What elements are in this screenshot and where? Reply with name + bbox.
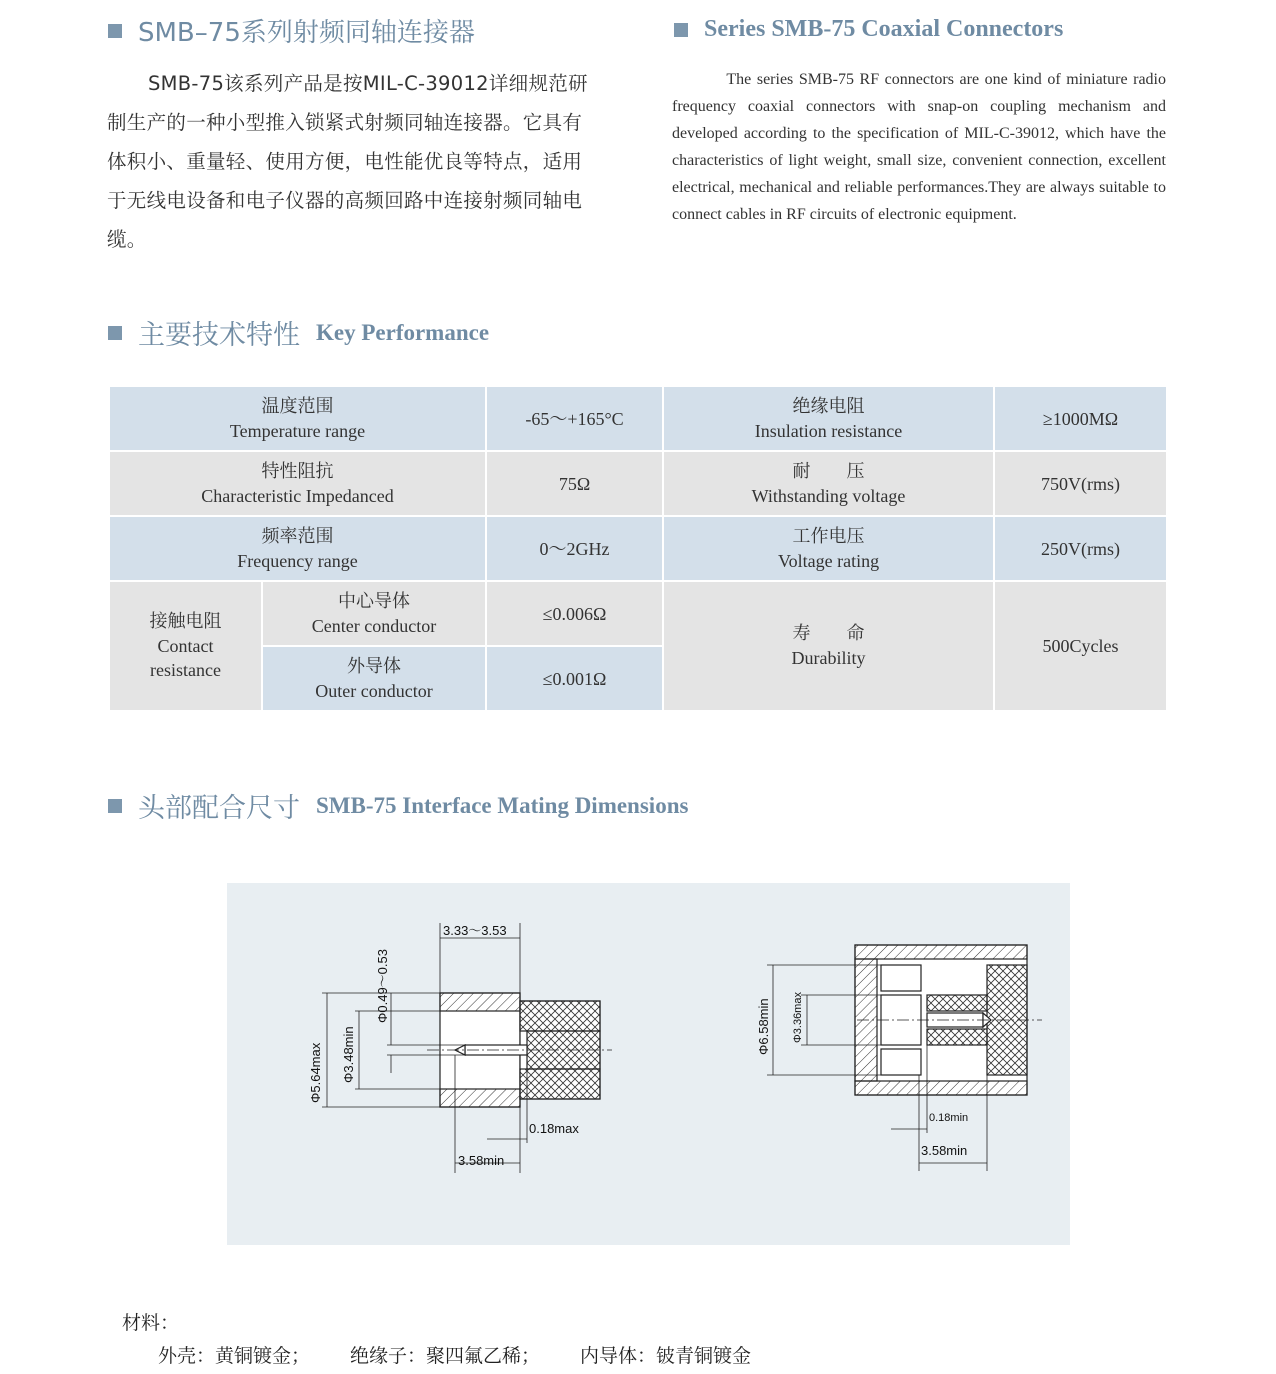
materials-label: 材料： — [122, 1312, 180, 1334]
dim-gap: 0.18max — [529, 1121, 579, 1136]
square-bullet-icon — [108, 24, 122, 38]
mating-dimensions-heading — [108, 786, 688, 825]
param-value: -65～+165°C — [486, 386, 663, 451]
table-row — [109, 581, 1167, 646]
interface-drawing — [227, 883, 1070, 1245]
dim-top-length: 3.33～3.53 — [443, 923, 507, 938]
square-bullet-icon — [108, 799, 122, 813]
material-shell: 外壳：黄铜镀金； — [158, 1345, 311, 1367]
section1-cn-title: SMB–75系列射频同轴连接器 — [138, 18, 475, 48]
param-value: 0～2GHz — [486, 516, 663, 581]
param-label: 特性阻抗 Characteristic Impedanced — [109, 451, 486, 516]
dim-socket-depth: 3.58min — [921, 1143, 968, 1158]
table-row — [109, 386, 1167, 451]
param-label: 绝缘电阻 Insulation resistance — [663, 386, 994, 451]
dim-socket-gap: 0.18min — [929, 1112, 969, 1124]
param-value: 75Ω — [486, 451, 663, 516]
interface-drawing-panel — [227, 883, 1070, 1245]
dim-depth: 3.58min — [458, 1153, 505, 1168]
square-bullet-icon — [674, 23, 688, 37]
outer-conductor-label: 外导体 Outer conductor — [262, 646, 486, 711]
english-intro-paragraph: The series SMB-75 RF connectors are one kind of miniature radio frequency coaxial connectors with snap-on coupling mechanism and developed according to the specification of MIL-C-39012, which have the characteristics of light weight, small size, convenient connection, excellent electrical, mechanical and reliable performances.They are always suitable to connect cables in RF circuits of electronic equipment. — [672, 71, 1166, 223]
square-bullet-icon — [108, 326, 122, 340]
key-performance-cn-title: 主要技术特性 — [138, 320, 300, 351]
table-row — [109, 451, 1167, 516]
center-conductor-value: ≤0.006Ω — [486, 581, 663, 646]
section1-en-title: Series SMB-75 Coaxial Connectors — [704, 16, 1064, 42]
contact-resistance-label: 接触电阻 Contact resistance — [109, 581, 262, 711]
key-performance-en-title: Key Performance — [316, 319, 490, 345]
param-label: 耐 压 Withstanding voltage — [663, 451, 994, 516]
materials-note — [122, 1308, 751, 1368]
section1-cn-heading — [108, 12, 475, 49]
center-conductor-label: 中心导体 Center conductor — [262, 581, 486, 646]
param-value: 750V(rms) — [994, 451, 1167, 516]
material-inner-conductor: 内导体：铍青铜镀金 — [580, 1345, 752, 1367]
dim-outer-diameter: Φ5.64max — [308, 1042, 323, 1103]
param-value: ≥1000MΩ — [994, 386, 1167, 451]
param-label: 工作电压 Voltage rating — [663, 516, 994, 581]
durability-value: 500Cycles — [994, 581, 1167, 711]
material-insulator: 绝缘子：聚四氟乙稀； — [350, 1345, 541, 1367]
key-performance-table — [108, 385, 1168, 712]
dim-inner-diameter: Φ3.48min — [341, 1026, 356, 1083]
durability-label: 寿 命 Durability — [663, 581, 994, 711]
param-label: 频率范围 Frequency range — [109, 516, 486, 581]
outer-conductor-value: ≤0.001Ω — [486, 646, 663, 711]
mating-dimensions-cn-title: 头部配合尺寸 — [138, 793, 300, 824]
section1-en-heading — [674, 16, 1063, 43]
table-row — [109, 516, 1167, 581]
dim-socket-outer-diameter: Φ6.58min — [756, 998, 771, 1055]
param-value: 250V(rms) — [994, 516, 1167, 581]
key-performance-heading — [108, 313, 489, 352]
chinese-intro-paragraph: SMB-75该系列产品是按MIL-C-39012详细规范研制生产的一种小型推入锁紧式射频同轴连接器。它具有体积小、重量轻、使用方便，电性能优良等特点，适用于无线电设备和电子仪器的高频回路中连接射频同轴电缆。 — [107, 72, 588, 251]
dim-pin-diameter: Φ0.49～0.53 — [375, 949, 390, 1023]
female-interface-drawing — [767, 945, 1042, 1171]
param-label: 温度范围 Temperature range — [109, 386, 486, 451]
mating-dimensions-en-title: SMB-75 Interface Mating Dimensions — [316, 792, 689, 818]
dim-socket-inner-diameter: Φ3.36max — [792, 992, 804, 1043]
